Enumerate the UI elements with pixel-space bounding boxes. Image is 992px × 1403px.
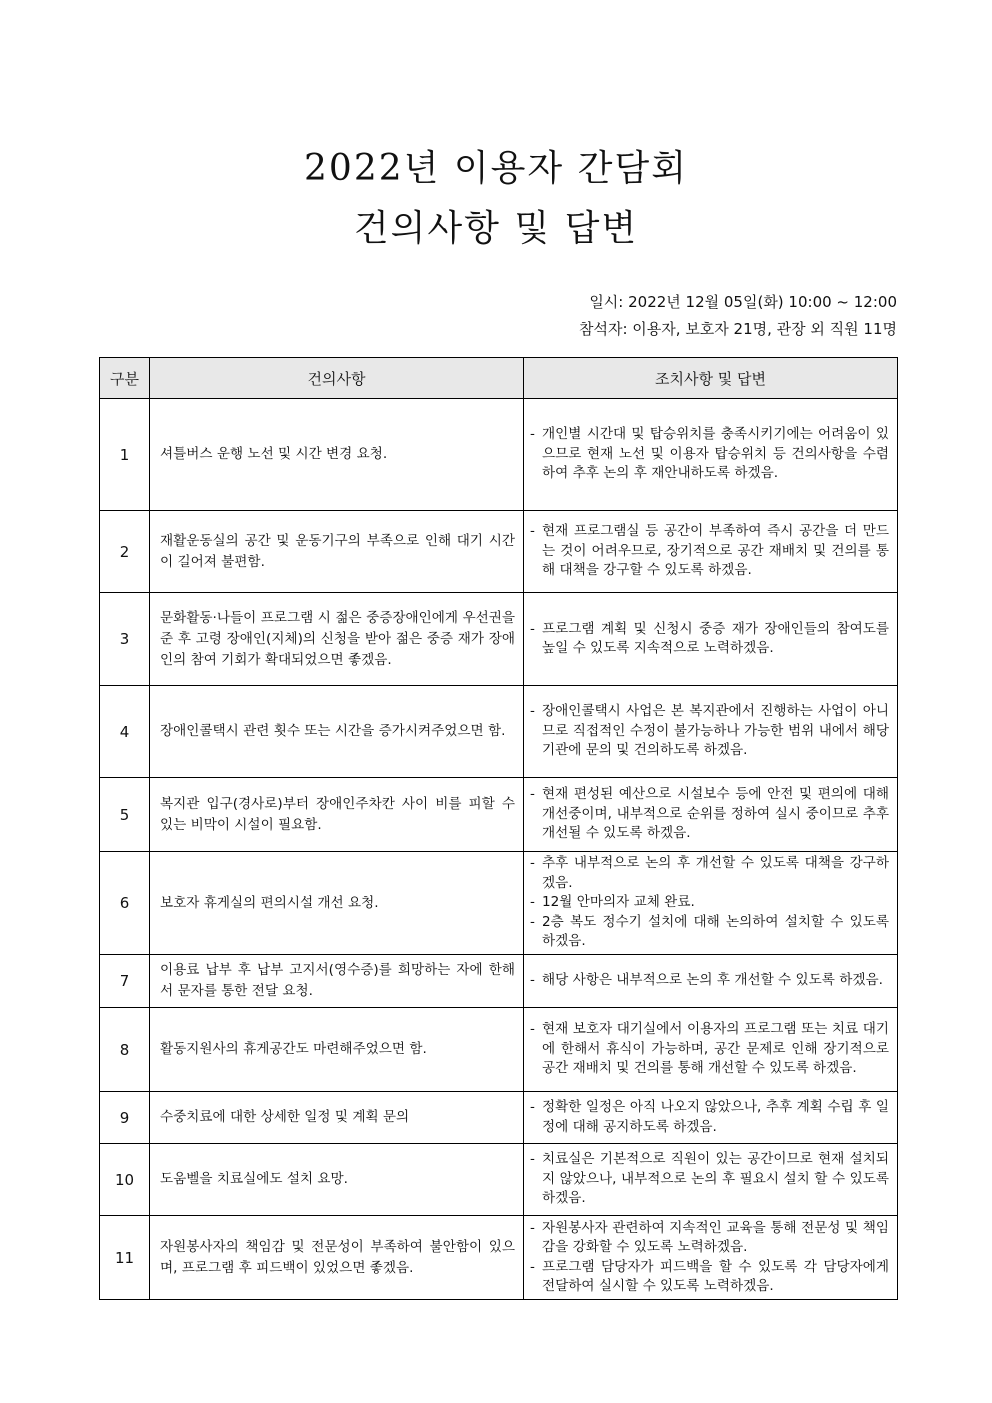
table-row bbox=[100, 778, 898, 852]
dash-bullet: - bbox=[530, 786, 535, 803]
request-text: 활동지원사의 휴게공간도 마련해주었으면 함. bbox=[150, 1008, 524, 1092]
answer-text: 현재 편성된 예산으로 시설보수 등에 안전 및 편의에 대해 개선중이며, 내부적으로 순위를 정하여 실시 중이므로 추후 개선될 수 있도록 하겠음. bbox=[542, 786, 889, 842]
row-number: 5 bbox=[100, 778, 150, 852]
request-text: 수중치료에 대한 상세한 일정 및 계획 문의 bbox=[150, 1092, 524, 1144]
answer-cell bbox=[524, 593, 898, 686]
answer-cell bbox=[524, 1216, 898, 1300]
answer-item bbox=[530, 785, 889, 844]
answer-text: 개인별 시간대 및 탑승위치를 충족시키기에는 어려움이 있으므로 현재 노선 및 이용자 탑승위치 등 건의사항을 수렴하여 추후 논의 후 재안내하도록 하겠음. bbox=[542, 426, 889, 482]
dash-bullet: - bbox=[530, 1021, 535, 1038]
request-text: 도움벨을 치료실에도 설치 요망. bbox=[150, 1144, 524, 1216]
answer-text: 해당 사항은 내부적으로 논의 후 개선할 수 있도록 하겠음. bbox=[542, 972, 883, 989]
request-text: 장애인콜택시 관련 횟수 또는 시간을 증가시켜주었으면 함. bbox=[150, 686, 524, 778]
answer-text: 2층 복도 정수기 설치에 대해 논의하여 설치할 수 있도록 하겠음. bbox=[542, 913, 889, 950]
dash-bullet: - bbox=[530, 894, 535, 911]
table-row bbox=[100, 955, 898, 1008]
table-row bbox=[100, 852, 898, 955]
answer-item bbox=[530, 425, 889, 484]
request-text: 보호자 휴게실의 편의시설 개선 요청. bbox=[150, 852, 524, 955]
table-row bbox=[100, 511, 898, 593]
answer-item bbox=[530, 1219, 889, 1258]
answer-item bbox=[530, 620, 889, 659]
answer-text: 현재 보호자 대기실에서 이용자의 프로그램 또는 치료 대기에 한해서 휴식이 가능하며, 공간 문제로 인해 장기적으로 공간 재배치 및 건의를 통해 개선할 수 있도록 하겠음. bbox=[542, 1021, 889, 1077]
document-title-line2: 건의사항 및 답변 bbox=[353, 208, 639, 249]
answer-text: 프로그램 계획 및 신청시 중증 재가 장애인들의 참여도를 높일 수 있도록 지속적으로 노력하겠음. bbox=[542, 620, 889, 656]
answer-cell bbox=[524, 778, 898, 852]
answer-text: 장애인콜택시 사업은 본 복지관에서 진행하는 사업이 아니므로 직접적인 수정이 불가능하나 가능한 범위 내에서 해당 기관에 문의 및 건의하도록 하겠음. bbox=[542, 703, 889, 759]
answer-cell bbox=[524, 399, 898, 511]
meeting-attendees: 참석자: 이용자, 보호자 21명, 관장 외 직원 11명 bbox=[579, 320, 897, 338]
row-number: 7 bbox=[100, 955, 150, 1008]
header-request: 건의사항 bbox=[150, 358, 524, 399]
answer-item bbox=[530, 1098, 889, 1137]
table-row bbox=[100, 1144, 898, 1216]
dash-bullet: - bbox=[530, 1099, 535, 1115]
answer-text: 현재 프로그램실 등 공간이 부족하여 즉시 공간을 더 만드는 것이 어려우므로, 장기적으로 공간 재배치 및 건의를 통해 대책을 강구할 수 있도록 하겠음. bbox=[542, 523, 889, 579]
document-title-line1: 2022년 이용자 간담회 bbox=[304, 148, 688, 189]
dash-bullet: - bbox=[530, 1219, 535, 1236]
answer-text: 추후 내부적으로 논의 후 개선할 수 있도록 대책을 강구하겠음. bbox=[542, 855, 889, 891]
dash-bullet: - bbox=[530, 1151, 535, 1168]
row-number: 8 bbox=[100, 1008, 150, 1092]
dash-bullet: - bbox=[530, 855, 535, 872]
answer-item bbox=[530, 913, 889, 952]
request-text: 문화활동·나들이 프로그램 시 젊은 중증장애인에게 우선권을 준 후 고령 장애인(지체)의 신청을 받아 젊은 중증 재가 장애인의 참여 기회가 확대되었으면 좋겠음. bbox=[150, 593, 524, 686]
answer-item bbox=[530, 1258, 889, 1297]
row-number: 2 bbox=[100, 511, 150, 593]
table-row bbox=[100, 1216, 898, 1300]
answer-text: 12월 안마의자 교체 완료. bbox=[542, 894, 695, 911]
answer-item bbox=[530, 971, 889, 991]
answer-item bbox=[530, 1020, 889, 1079]
dash-bullet: - bbox=[530, 972, 535, 989]
answer-cell bbox=[524, 511, 898, 593]
answer-item bbox=[530, 702, 889, 761]
dash-bullet: - bbox=[530, 620, 535, 637]
request-text: 이용료 납부 후 납부 고지서(영수증)를 희망하는 자에 한해서 문자를 통한 전달 요청. bbox=[150, 955, 524, 1008]
request-text: 셔틀버스 운행 노선 및 시간 변경 요청. bbox=[150, 399, 524, 511]
header-category: 구분 bbox=[100, 358, 150, 399]
table-row bbox=[100, 686, 898, 778]
row-number: 1 bbox=[100, 399, 150, 511]
dash-bullet: - bbox=[530, 1258, 535, 1275]
suggestions-table bbox=[99, 357, 898, 1300]
answer-item bbox=[530, 893, 889, 913]
answer-text: 프로그램 담당자가 피드백을 할 수 있도록 각 담당자에게 전달하여 실시할 수 있도록 노력하겠음. bbox=[542, 1258, 889, 1294]
row-number: 3 bbox=[100, 593, 150, 686]
dash-bullet: - bbox=[530, 913, 535, 930]
answer-cell bbox=[524, 1144, 898, 1216]
header-answer: 조치사항 및 답변 bbox=[524, 358, 898, 399]
answer-cell bbox=[524, 1092, 898, 1144]
table-header-row bbox=[100, 358, 898, 399]
answer-cell bbox=[524, 955, 898, 1008]
dash-bullet: - bbox=[530, 703, 535, 720]
answer-text: 치료실은 기본적으로 직원이 있는 공간이므로 현재 설치되지 않았으나, 내부적으로 논의 후 필요시 설치 할 수 있도록 하겠음. bbox=[542, 1151, 889, 1207]
request-text: 복지관 입구(경사로)부터 장애인주차칸 사이 비를 피할 수 있는 비막이 시설이 필요함. bbox=[150, 778, 524, 852]
answer-item bbox=[530, 522, 889, 581]
answer-cell bbox=[524, 686, 898, 778]
request-text: 자원봉사자의 책임감 및 전문성이 부족하여 불안함이 있으며, 프로그램 후 피드백이 있었으면 좋겠음. bbox=[150, 1216, 524, 1300]
table-row bbox=[100, 593, 898, 686]
row-number: 11 bbox=[100, 1216, 150, 1300]
table-row bbox=[100, 1092, 898, 1144]
row-number: 4 bbox=[100, 686, 150, 778]
row-number: 6 bbox=[100, 852, 150, 955]
answer-text: 정확한 일정은 아직 나오지 않았으나, 추후 계획 수립 후 일정에 대해 공지하도록 하겠음. bbox=[542, 1099, 889, 1135]
row-number: 10 bbox=[100, 1144, 150, 1216]
meeting-date: 일시: 2022년 12월 05일(화) 10:00 ~ 12:00 bbox=[589, 293, 897, 311]
dash-bullet: - bbox=[530, 426, 535, 443]
answer-text: 자원봉사자 관련하여 지속적인 교육을 통해 전문성 및 책임감을 강화할 수 있도록 노력하겠음. bbox=[542, 1219, 889, 1255]
dash-bullet: - bbox=[530, 523, 535, 540]
answer-cell bbox=[524, 1008, 898, 1092]
request-text: 재활운동실의 공간 및 운동기구의 부족으로 인해 대기 시간이 길어져 불편함. bbox=[150, 511, 524, 593]
answer-item bbox=[530, 1150, 889, 1209]
row-number: 9 bbox=[100, 1092, 150, 1144]
table-row bbox=[100, 399, 898, 511]
answer-item bbox=[530, 854, 889, 893]
answer-cell bbox=[524, 852, 898, 955]
table-row bbox=[100, 1008, 898, 1092]
